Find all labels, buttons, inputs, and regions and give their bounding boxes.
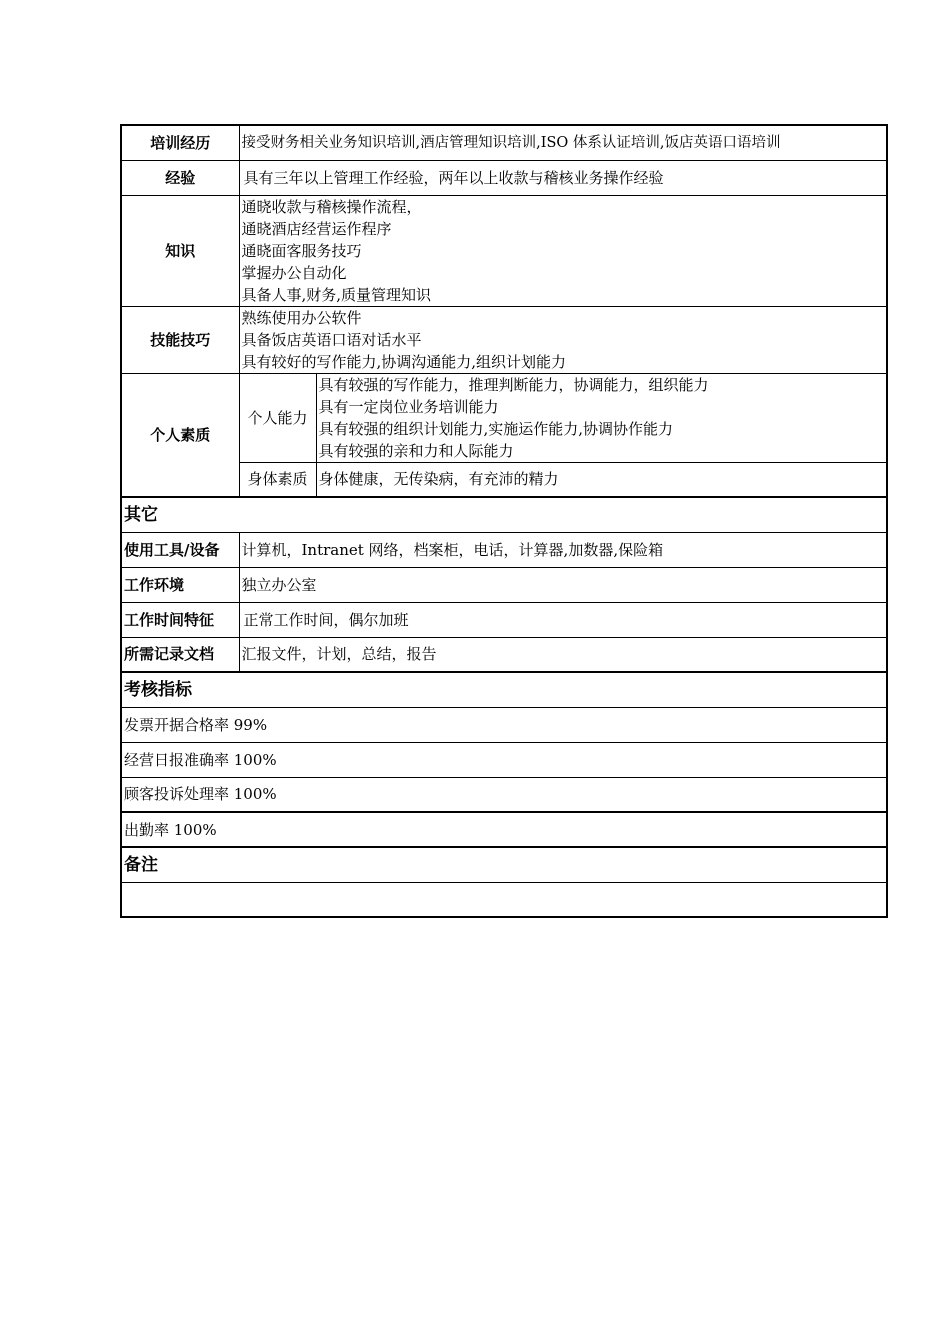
skills-line: 熟练使用办公软件 bbox=[241, 308, 362, 327]
remarks-value bbox=[121, 882, 887, 917]
knowledge-row bbox=[121, 195, 887, 306]
kpi-item: 顾客投诉处理率 100% bbox=[121, 777, 887, 812]
skills-line: 具有较好的写作能力,协调沟通能力,组织计划能力 bbox=[241, 352, 567, 371]
ability-line: 具有一定岗位业务培训能力 bbox=[318, 397, 499, 416]
knowledge-value bbox=[239, 195, 887, 306]
experience-value: 具有三年以上管理工作经验，两年以上收款与稽核业务操作经验 bbox=[239, 160, 887, 195]
environment-value: 独立办公室 bbox=[239, 567, 887, 602]
tools-label: 使用工具/设备 bbox=[121, 532, 239, 567]
kpi-title: 考核指标 bbox=[121, 672, 887, 707]
kpi-header-row bbox=[121, 672, 887, 707]
tools-row bbox=[121, 532, 887, 567]
training-label: 培训经历 bbox=[121, 125, 239, 160]
knowledge-label: 知识 bbox=[121, 195, 239, 306]
training-value: 接受财务相关业务知识培训,酒店管理知识培训,ISO 体系认证培训,饭店英语口语培训 bbox=[239, 125, 887, 160]
kpi-item: 出勤率 100% bbox=[121, 812, 887, 847]
skills-line: 具备饭店英语口语对话水平 bbox=[241, 330, 422, 349]
kpi-item: 经营日报准确率 100% bbox=[121, 742, 887, 777]
ability-line: 具有较强的写作能力，推理判断能力，协调能力，组织能力 bbox=[318, 375, 709, 394]
other-title: 其它 bbox=[121, 497, 887, 532]
skills-label: 技能技巧 bbox=[121, 306, 239, 373]
documents-value: 汇报文件，计划，总结，报告 bbox=[239, 637, 887, 672]
documents-row bbox=[121, 637, 887, 672]
kpi-item: 发票开据合格率 99% bbox=[121, 707, 887, 742]
remarks-header-row bbox=[121, 847, 887, 882]
knowledge-line: 具备人事,财务,质量管理知识 bbox=[241, 285, 432, 304]
kpi-row bbox=[121, 742, 887, 777]
hours-label: 工作时间特征 bbox=[121, 602, 239, 637]
knowledge-line: 通晓面客服务技巧 bbox=[241, 241, 362, 260]
knowledge-line: 通晓酒店经营运作程序 bbox=[241, 219, 392, 238]
kpi-row bbox=[121, 777, 887, 812]
remarks-row bbox=[121, 882, 887, 917]
knowledge-line: 掌握办公自动化 bbox=[241, 263, 347, 282]
skills-row bbox=[121, 306, 887, 373]
job-table bbox=[120, 124, 888, 918]
experience-row bbox=[121, 160, 887, 195]
environment-label: 工作环境 bbox=[121, 567, 239, 602]
ability-label: 个人能力 bbox=[239, 373, 316, 462]
personal-label: 个人素质 bbox=[121, 373, 239, 497]
training-row bbox=[121, 125, 887, 160]
physical-label: 身体素质 bbox=[239, 462, 316, 497]
documents-label: 所需记录文档 bbox=[121, 637, 239, 672]
physical-value: 身体健康，无传染病，有充沛的精力 bbox=[316, 462, 887, 497]
tools-value: 计算机，Intranet 网络，档案柜，电话，计算器,加数器,保险箱 bbox=[239, 532, 887, 567]
ability-value bbox=[316, 373, 887, 462]
kpi-row bbox=[121, 812, 887, 847]
job-description-sheet bbox=[120, 124, 886, 918]
ability-line: 具有较强的亲和力和人际能力 bbox=[318, 441, 514, 460]
hours-value: 正常工作时间，偶尔加班 bbox=[239, 602, 887, 637]
personal-ability-row bbox=[121, 373, 887, 462]
ability-line: 具有较强的组织计划能力,实施运作能力,协调协作能力 bbox=[318, 419, 674, 438]
skills-value bbox=[239, 306, 887, 373]
hours-row bbox=[121, 602, 887, 637]
remarks-title: 备注 bbox=[121, 847, 887, 882]
environment-row bbox=[121, 567, 887, 602]
knowledge-line: 通晓收款与稽核操作流程， bbox=[241, 197, 422, 216]
kpi-row bbox=[121, 707, 887, 742]
experience-label: 经验 bbox=[121, 160, 239, 195]
other-header-row bbox=[121, 497, 887, 532]
